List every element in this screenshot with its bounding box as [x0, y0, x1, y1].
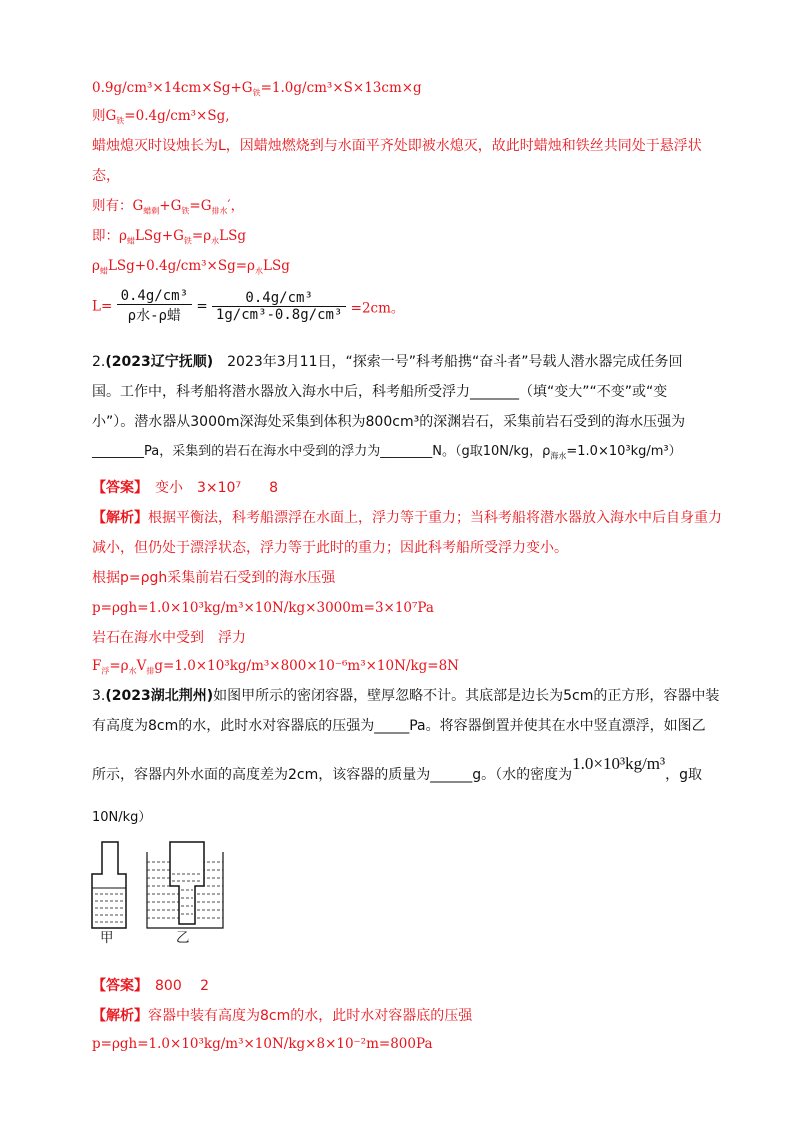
question-2-analysis-6: $F_浮=\rho_水V_排g=1.0\times 10^3kg/m^3\times 800\times 10^{-6}m^3\times 10N/kg=8N$: [92, 658, 459, 676]
equation-line-7: $\rho_蜡LSg+0.4g/cm^3\times Sg=\rho_水LSg$: [92, 258, 290, 276]
question-2-line-1: 2.(2023辽宁抚顺) 2023年3月11日，“探索一号”科考船携“奋斗者”号载人潜水器完成任务回: [92, 354, 683, 370]
equation-line-2: 则$G_铁=0.4g/cm^3\times Sg$,: [92, 108, 230, 126]
question-3-analysis-2: p=ρgh=1.0×10³kg/m³×10N/kg×8×10⁻²m=800Pa: [92, 1036, 433, 1052]
question-3-analysis-1: 【解析】容器中装有高度为8cm的水，此时水对容器底的压强: [92, 1008, 473, 1024]
figure-label-jia: 甲: [100, 930, 114, 946]
question-3-line-2: 有高度为8cm的水，此时水对容器底的压强为_____Pa。将容器倒置并使其在水中竖直漂浮，如图乙: [92, 718, 706, 734]
question-3-answer: 【答案】 800 2: [92, 978, 210, 994]
question-2-analysis-2: 减小，但仍处于漂浮状态，浮力等于此时的重力；因此科考船所受浮力变小。: [92, 540, 568, 556]
question-3-line-1: 3.(2023湖北荆州)如图甲所示的密闭容器，壁厚忽略不计。其底部是边长为5cm的正方形，容器中装: [92, 688, 720, 704]
question-2-analysis-3: 根据p=ρgh采集前岩石受到的海水压强: [92, 570, 336, 586]
water-lines-jia: [95, 894, 123, 922]
question-2-line-3: 小”）。潜水器从3000m深海处采集到体积为800cm³的深渊岩石，采集前岩石受到的海水压强为: [92, 414, 686, 430]
equation-line-5: 则有：$G_{蜡剩}+G_铁=G_{排水}'$，: [92, 198, 245, 216]
equation-line-6: 即：$\rho_蜡LSg+G_铁=\rho_水LSg$: [92, 228, 246, 246]
container-figure-jia: [90, 840, 130, 930]
question-2-analysis-5: 岩石在海水中受到 浮力: [92, 630, 246, 646]
question-2-analysis-4: p=ρgh=1.0×10³kg/m³×10N/kg×3000m=3×10⁷Pa: [92, 600, 434, 616]
container-figure-yi: [145, 840, 225, 930]
question-2-analysis-1: 【解析】根据平衡法，科考船漂浮在水面上，浮力等于重力；当科考船将潜水器放入海水中后自身重力: [92, 510, 722, 526]
fraction-equation: L= $\frac{\text{0.4g/cm³}}{\text{ρ水-ρ蜡}}$ = $\frac{\text{0.4g/cm³}}{\text{1g/cm³-0.8g/cm³}}$ =2cm。: [92, 288, 405, 324]
question-2-answer: 【答案】 变小 3×10⁷ 8: [92, 480, 278, 496]
question-2-line-4: ________Pa，采集到的岩石在海水中受到的浮力为________N。（g取10N/kg，$\rho_{海水}=1.0\times 10^3kg/m^3$）: [92, 444, 682, 461]
question-3-line-4: 10N/kg）: [92, 810, 152, 825]
question-2-line-2: 国。工作中，科考船将潜水器放入海水中后，科考船所受浮力_______（填“变大”“不变”或“变: [92, 384, 668, 400]
question-3-line-3: 所示，容器内外水面的高度差为2cm，该容器的质量为______g。（水的密度为1.0×10³kg/m³，g取: [92, 754, 703, 783]
text-line-3: 蜡烛熄灭时设烛长为L，因蜡烛燃烧到与水面平齐处即被水熄灭，故此时蜡烛和铁丝共同处于悬浮状: [92, 138, 702, 154]
equation-line-1: $0.9g/cm^3\times 14cm\times Sg+G_铁=1.0g/cm^3\times S\times 13cm\times g$: [92, 80, 422, 98]
text-line-4: 态，: [92, 168, 120, 184]
figure-label-yi: 乙: [176, 930, 190, 946]
density-value: 1.0×10³kg/m³: [572, 754, 666, 773]
